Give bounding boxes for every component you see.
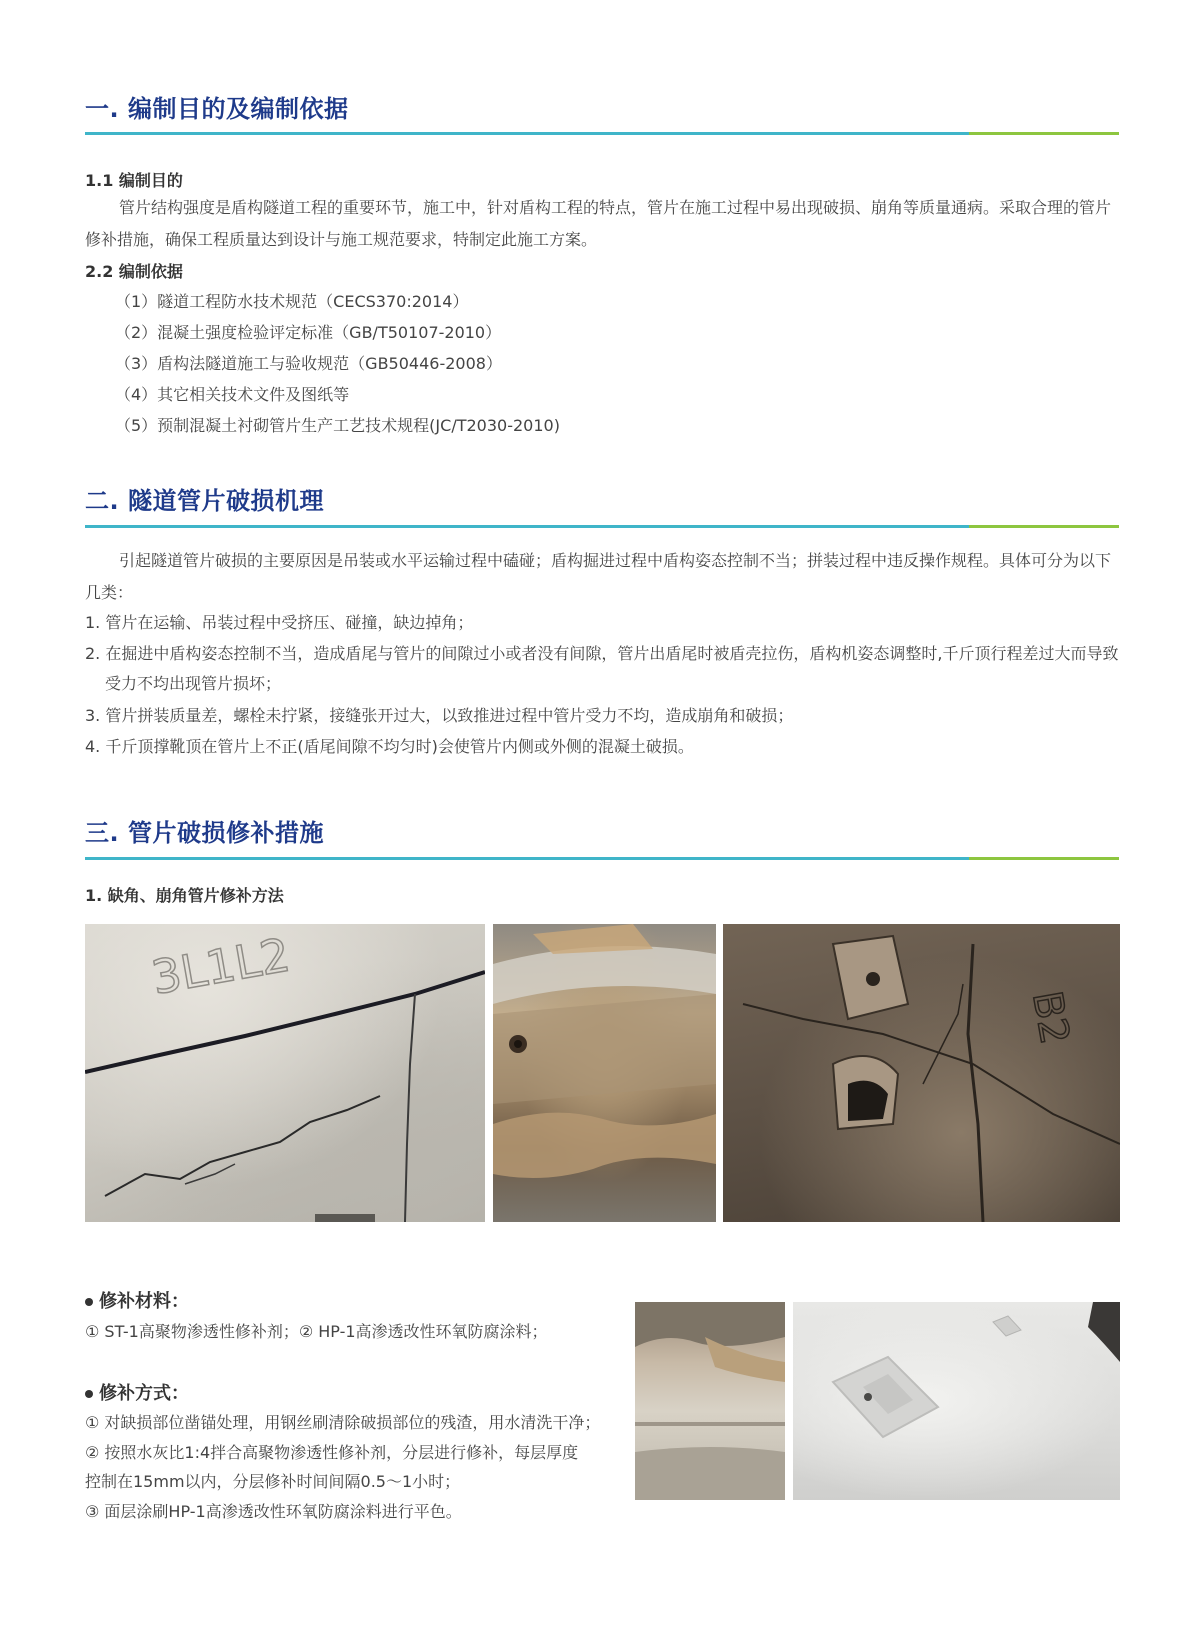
materials-text: ① ST-1高聚物渗透性修补剂；② HP-1高渗透改性环氧防腐涂料； — [85, 1322, 548, 1341]
section2-intro: 引起隧道管片破损的主要原因是吊装或水平运输过程中磕碰；盾构掘进过程中盾构姿态控制不当；拼装过程中违反操作规程。具体可分为以下几类： — [85, 551, 1112, 602]
reference-item: （3）盾构法隧道施工与验收规范（GB50446-2008） — [115, 354, 502, 373]
photo-segment-after-repair — [793, 1302, 1120, 1500]
reference-item: （4）其它相关技术文件及图纸等 — [115, 385, 350, 404]
reference-item: （5）预制混凝土衬砌管片生产工艺技术规程(JC/T2030-2010) — [115, 416, 560, 435]
photo-segment-before-repair — [635, 1302, 785, 1500]
method-line: ③ 面层涂刷HP-1高渗透改性环氧防腐涂料进行平色。 — [85, 1502, 462, 1521]
materials-heading — [85, 1287, 189, 1313]
bullet-icon — [85, 1298, 93, 1306]
reference-item: （2）混凝土强度检验评定标准（GB/T50107-2010） — [115, 323, 502, 342]
method-heading-text: 修补方式： — [99, 1383, 189, 1404]
section3-sub1-title: 1. 缺角、崩角管片修补方法 — [85, 886, 284, 905]
mechanism-item: 4. 千斤顶撑靴顶在管片上不正(盾尾间隙不均匀时)会使管片内侧或外侧的混凝土破损。 — [85, 737, 694, 756]
segment-marking-text: 3L1L2 — [147, 927, 294, 1005]
photo-bolt-pocket-segment — [723, 924, 1120, 1222]
section3-divider — [85, 857, 1119, 860]
section1-divider — [85, 132, 1119, 135]
section1-sub2-title: 2.2 编制依据 — [85, 262, 183, 281]
section2-title: 二. 隧道管片破损机理 — [85, 487, 324, 515]
method-line: ② 按照水灰比1:4拌合高聚物渗透性修补剂，分层进行修补，每层厚度 — [85, 1443, 579, 1462]
section2-divider — [85, 525, 1119, 528]
bullet-icon — [85, 1390, 93, 1398]
section3-title: 三. 管片破损修补措施 — [85, 819, 324, 847]
photo-cracked-segment — [85, 924, 485, 1222]
segment-marking-text: B2 — [1023, 987, 1078, 1048]
mechanism-item: 3. 管片拼装质量差，螺栓未拧紧，接缝张开过大，以致推进过程中管片受力不均，造成崩角和破损； — [85, 706, 794, 725]
reference-item: （1）隧道工程防水技术规范（CECS370:2014） — [115, 292, 469, 311]
materials-heading-text: 修补材料： — [99, 1291, 189, 1312]
section1-title: 一. 编制目的及编制依据 — [85, 95, 349, 123]
section1-sub1-title: 1.1 编制目的 — [85, 171, 183, 190]
section1-sub1-text: 管片结构强度是盾构隧道工程的重要环节，施工中，针对盾构工程的特点，管片在施工过程中易出现破损、崩角等质量通病。采取合理的管片修补措施，确保工程质量达到设计与施工规范要求，特制定此施工方案。 — [85, 198, 1112, 249]
method-line: ① 对缺损部位凿锚处理，用钢丝刷清除破损部位的残渣，用水清洗干净； — [85, 1413, 601, 1432]
method-heading — [85, 1379, 189, 1405]
photo-damaged-edge — [493, 924, 716, 1222]
method-line: 控制在15mm以内，分层修补时间间隔0.5～1小时； — [85, 1472, 461, 1491]
mechanism-item: 2. 在掘进中盾构姿态控制不当，造成盾尾与管片的间隙过小或者没有间隙，管片出盾尾时被盾壳拉伤，盾构机姿态调整时,千斤顶行程差过大而导致受力不均出现管片损坏； — [85, 644, 1119, 693]
mechanism-item: 1. 管片在运输、吊装过程中受挤压、碰撞，缺边掉角； — [85, 613, 474, 632]
